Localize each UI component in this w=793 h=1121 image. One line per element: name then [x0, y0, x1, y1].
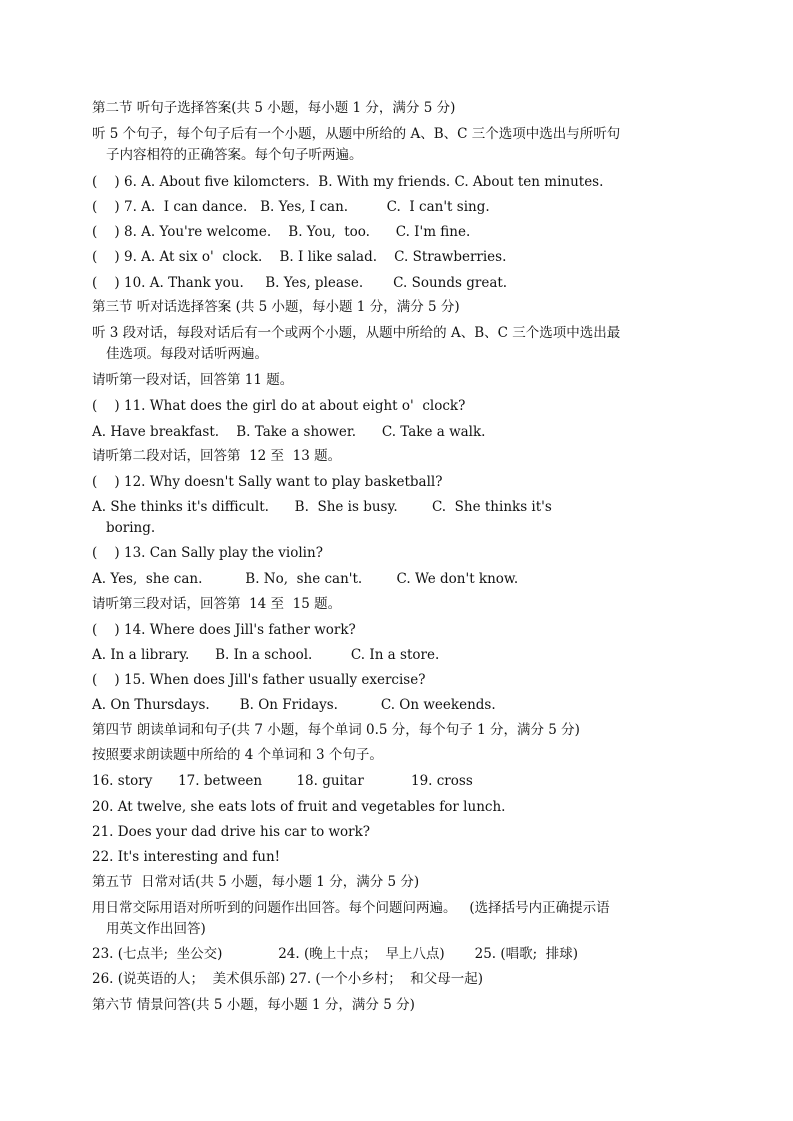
question-15-options: A. On Thursdays. B. On Fridays. C. On weekends.: [92, 697, 496, 713]
section-3-heading: 第三节 听对话选择答案 (共 5 小题，每小题 1 分，满分 5 分): [92, 299, 460, 315]
dialogue-3-prompt: 请听第三段对话，回答第 14 至 15 题。: [92, 596, 342, 612]
question-8: ( ) 8. A. You're welcome. B. You, too. C. I'm fine.: [92, 224, 471, 240]
section-3-instructions: 听 3 段对话，每段对话后有一个或两个小题，从题中所给的 A、B、C 三个选项中选出最: [92, 325, 621, 341]
sentence-20: 20. At twelve, she eats lots of fruit and vegetables for lunch.: [92, 799, 506, 815]
section-5-instructions-cont: 用英文作出回答): [106, 921, 206, 937]
question-7: ( ) 7. A. I can dance. B. Yes, I can. C. I can't sing.: [92, 199, 490, 215]
sentence-22: 22. It's interesting and fun!: [92, 849, 281, 865]
question-6: ( ) 6. A. About five kilomcters. B. With my friends. C. About ten minutes.: [92, 174, 604, 190]
question-10: ( ) 10. A. Thank you. B. Yes, please. C. Sounds great.: [92, 275, 508, 291]
question-15: ( ) 15. When does Jill's father usually exercise?: [92, 672, 426, 688]
question-14: ( ) 14. Where does Jill's father work?: [92, 622, 356, 638]
dialogue-2-prompt: 请听第二段对话，回答第 12 至 13 题。: [92, 448, 342, 464]
question-12-options-cont: boring.: [106, 520, 156, 536]
section-2-instructions: 听 5 个句子，每个句子后有一个小题，从题中所给的 A、B、C 三个选项中选出与所听句: [92, 126, 621, 142]
prompts-26-27: 26. (说英语的人； 美术俱乐部) 27. (一个小乡村； 和父母一起): [92, 971, 484, 987]
section-4-instructions: 按照要求朗读题中所给的 4 个单词和 3 个句子。: [92, 747, 383, 763]
section-5-instructions: 用日常交际用语对所听到的问题作出回答。每个问题问两遍。 (选择括号内正确提示语: [92, 900, 610, 916]
words-16-19: 16. story 17. between 18. guitar 19. cross: [92, 773, 473, 789]
question-12-options: A. She thinks it's difficult. B. She is busy. C. She thinks it's: [92, 499, 552, 515]
question-13-options: A. Yes, she can. B. No, she can't. C. We don't know.: [92, 571, 519, 587]
question-9: ( ) 9. A. At six o' clock. B. I like salad. C. Strawberries.: [92, 249, 507, 265]
section-3-instructions-cont: 佳选项。每段对话听两遍。: [106, 346, 268, 362]
sentence-21: 21. Does your dad drive his car to work?: [92, 824, 371, 840]
question-12: ( ) 12. Why doesn't Sally want to play basketball?: [92, 474, 443, 490]
section-2-instructions-cont: 子内容相符的正确答案。每个句子听两遍。: [106, 147, 363, 163]
section-5-heading: 第五节 日常对话(共 5 小题，每小题 1 分，满分 5 分): [92, 874, 420, 890]
question-13: ( ) 13. Can Sally play the violin?: [92, 545, 323, 561]
question-14-options: A. In a library. B. In a school. C. In a store.: [92, 647, 440, 663]
section-6-heading: 第六节 情景问答(共 5 小题，每小题 1 分，满分 5 分): [92, 997, 415, 1013]
question-11-options: A. Have breakfast. B. Take a shower. C. Take a walk.: [92, 424, 486, 440]
section-4-heading: 第四节 朗读单词和句子(共 7 小题，每个单词 0.5 分，每个句子 1 分，满分 5 分): [92, 722, 580, 738]
dialogue-1-prompt: 请听第一段对话，回答第 11 题。: [92, 372, 294, 388]
question-11: ( ) 11. What does the girl do at about eight o' clock?: [92, 398, 466, 414]
section-2-heading: 第二节 听句子选择答案(共 5 小题，每小题 1 分，满分 5 分): [92, 100, 456, 116]
prompts-23-25: 23. (七点半; 坐公交) 24. (晚上十点； 早上八点) 25. (唱歌; 排球): [92, 946, 579, 962]
